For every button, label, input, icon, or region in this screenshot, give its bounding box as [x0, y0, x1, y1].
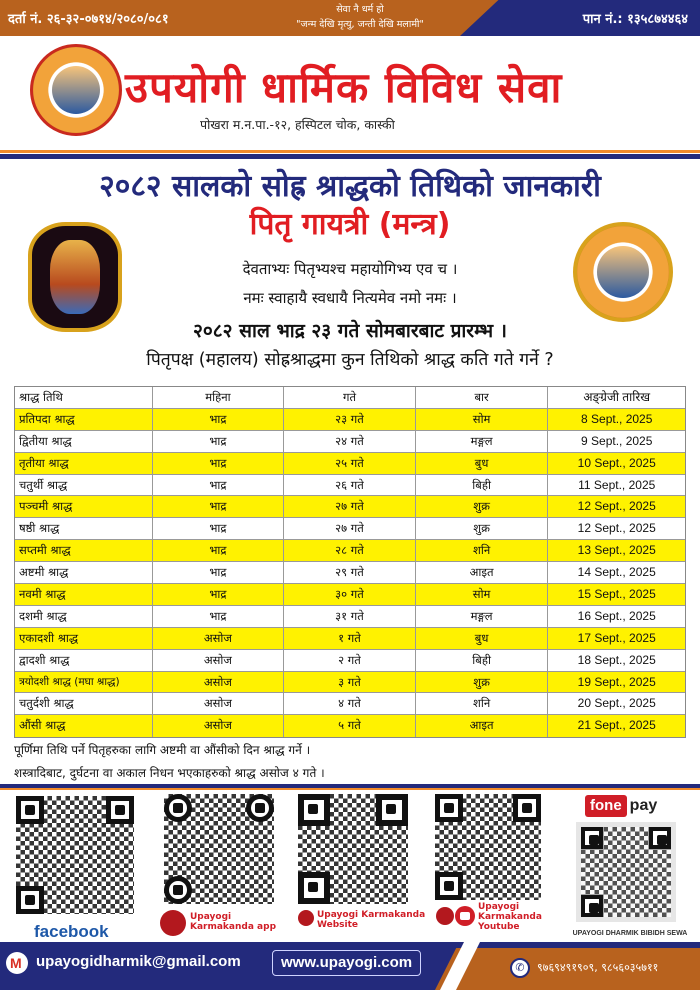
day-cell: आइत [416, 715, 549, 737]
gate-cell: २६ गते [284, 475, 416, 496]
qr-finder [164, 794, 192, 822]
day-cell: सोम [416, 584, 549, 605]
english-date-cell: 16 Sept., 2025 [577, 608, 656, 623]
english-date-cell: 12 Sept., 2025 [577, 521, 656, 536]
english-date-cell: 11 Sept., 2025 [578, 477, 656, 492]
day-cell: बुध [416, 453, 549, 474]
karmakanda-logo-icon [298, 910, 314, 926]
column-header: श्राद्ध तिथि [15, 387, 153, 408]
label-line: Website [317, 920, 359, 930]
qr-finder [106, 796, 134, 824]
day-cell: शनि [416, 540, 549, 561]
english-date-cell: 15 Sept., 2025 [577, 587, 656, 602]
gate-cell: २९ गते [284, 562, 416, 583]
registration-number: दर्ता नं. २६-३२-०७१४/२०८०/०८१ [8, 12, 169, 27]
english-date-cell: 13 Sept., 2025 [577, 543, 656, 558]
month-cell: भाद्र [153, 540, 285, 561]
top-bar [0, 0, 700, 36]
fonepay-fone: fone [585, 795, 627, 817]
gate-cell: ३० गते [284, 584, 416, 605]
gate-cell: ५ गते [284, 715, 416, 737]
pan-number: पान नं.: १३५८७४४६४ [582, 12, 688, 27]
youtube-qr-code[interactable] [435, 794, 541, 900]
facebook-label[interactable]: facebook [34, 922, 109, 941]
app-qr-label [190, 912, 276, 932]
month-cell: भाद्र [153, 518, 285, 539]
gate-cell: २७ गते [284, 496, 416, 517]
karmakanda-logo-icon [160, 910, 186, 936]
fonepay-pay: pay [629, 797, 658, 814]
day-cell: शुक्र [416, 672, 549, 693]
month-cell: भाद्र [153, 431, 285, 452]
tithi-cell: औंसी श्राद्ध [15, 715, 153, 737]
note-accidental-death: शस्त्रादिबाट, दुर्घटना वा अकाल निधन भएकाहरुको श्राद्ध असोज ४ गते । [14, 766, 325, 780]
table-row [15, 715, 685, 737]
column-header: बार [416, 387, 549, 408]
table-row [15, 496, 685, 518]
table-row [15, 606, 685, 628]
start-date-line: २०८२ साल भाद्र २३ गते सोमबारबाट प्रारम्भ । [193, 320, 507, 342]
motto [260, 2, 460, 32]
month-cell: असोज [153, 715, 285, 737]
english-date-cell: 14 Sept., 2025 [577, 565, 656, 580]
qr-finder [16, 886, 44, 914]
qr-finder [649, 827, 671, 849]
english-date-cell: 8 Sept., 2025 [581, 411, 653, 426]
qr-finder [435, 872, 463, 900]
qr-finder [246, 794, 274, 822]
logo-emblem-icon [52, 66, 100, 114]
gate-cell: २ गते [284, 650, 416, 671]
facebook-qr-code[interactable] [16, 796, 134, 914]
gate-cell: २४ गते [284, 431, 416, 452]
english-date-cell: 19 Sept., 2025 [577, 674, 656, 689]
phone-numbers[interactable]: ९७६९४९१९०९, ९८५६०३५७११ [537, 961, 659, 974]
month-cell: भाद्र [153, 606, 285, 627]
shraddha-table [14, 386, 686, 738]
tithi-cell: द्वितीया श्राद्ध [15, 431, 153, 452]
day-cell: बुध [416, 628, 549, 649]
tithi-cell: चतुर्दशी श्राद्ध [15, 693, 153, 714]
gate-cell: ४ गते [284, 693, 416, 714]
footer [0, 942, 700, 990]
motto-line-1: सेवा नै धर्म हो [336, 4, 384, 15]
english-date-cell: 20 Sept., 2025 [577, 696, 656, 711]
qr-finder [164, 876, 192, 904]
english-date-cell: 9 Sept., 2025 [581, 433, 653, 448]
tithi-cell: चतुर्थी श्राद्ध [15, 475, 153, 496]
app-qr-code[interactable] [164, 794, 274, 904]
tithi-cell: एकादशी श्राद्ध [15, 628, 153, 649]
youtube-qr-label [478, 902, 542, 932]
table-row [15, 672, 685, 694]
month-cell: भाद्र [153, 496, 285, 517]
day-cell: मङ्गल [416, 431, 549, 452]
english-date-cell: 10 Sept., 2025 [577, 455, 656, 470]
tithi-cell: नवमी श्राद्ध [15, 584, 153, 605]
gate-cell: ३ गते [284, 672, 416, 693]
mantra-line-2: नमः स्वाहायै स्वधायै नित्यमेव नमो नमः । [243, 289, 457, 307]
table-row [15, 584, 685, 606]
qr-finder [435, 794, 463, 822]
day-cell: शुक्र [416, 496, 549, 517]
column-header: गते [284, 387, 416, 408]
phone-icon: ✆ [510, 958, 530, 978]
english-date-cell: 17 Sept., 2025 [577, 630, 656, 645]
table-row [15, 409, 685, 431]
gmail-icon [6, 952, 28, 974]
tithi-cell: द्वादशी श्राद्ध [15, 650, 153, 671]
tithi-cell: तृतीया श्राद्ध [15, 453, 153, 474]
table-row [15, 453, 685, 475]
fonepay-qr-code[interactable] [576, 822, 676, 922]
month-cell: भाद्र [153, 453, 285, 474]
tithi-cell: सप्तमी श्राद्ध [15, 540, 153, 561]
org-logo [30, 44, 122, 136]
divider [0, 788, 700, 790]
month-cell: भाद्र [153, 409, 285, 430]
month-cell: असोज [153, 650, 285, 671]
website-qr-label [317, 910, 425, 930]
gate-cell: २३ गते [284, 409, 416, 430]
table-row [15, 628, 685, 650]
label-line: Upayogi [190, 912, 232, 922]
website-link[interactable]: www.upayogi.com [272, 950, 421, 976]
table-row [15, 693, 685, 715]
month-cell: असोज [153, 672, 285, 693]
question-line: पितृपक्ष (महालय) सोह्रश्राद्धमा कुन तिथिको श्राद्ध कति गते गर्ने ? [146, 350, 554, 370]
notice-subtitle: पितृ गायत्री (मन्त्र) [249, 207, 451, 242]
month-cell: असोज [153, 628, 285, 649]
gmail-glyph: M [10, 955, 22, 971]
fonepay-caption: UPAYOGI DHARMIK BIBIDH SEWA [572, 930, 688, 937]
month-cell: भाद्र [153, 475, 285, 496]
month-cell: भाद्र [153, 584, 285, 605]
table-header-row [15, 387, 685, 409]
day-cell: बिही [416, 475, 549, 496]
tithi-cell: प्रतिपदा श्राद्ध [15, 409, 153, 430]
qr-finder [581, 827, 603, 849]
tithi-cell: अष्टमी श्राद्ध [15, 562, 153, 583]
gate-cell: २५ गते [284, 453, 416, 474]
day-cell: शनि [416, 693, 549, 714]
qr-finder [581, 895, 603, 917]
day-cell: सोम [416, 409, 549, 430]
qr-finder [298, 872, 330, 904]
org-name: उपयोगी धार्मिक विविध सेवा [125, 63, 563, 112]
english-date-cell: 18 Sept., 2025 [577, 652, 656, 667]
fonepay-logo [585, 794, 657, 818]
tithi-cell: त्रयोदशी श्राद्ध (मघा श्राद्ध) [15, 672, 153, 693]
column-header: अङ्ग्रेजी तारिख [583, 390, 651, 404]
website-qr-code[interactable] [298, 794, 408, 904]
month-cell: असोज [153, 693, 285, 714]
day-cell: आइत [416, 562, 549, 583]
tithi-cell: दशमी श्राद्ध [15, 606, 153, 627]
label-line: Upayogi Karmakanda [317, 910, 426, 920]
qr-finder [376, 794, 408, 826]
note-purnima: पूर्णिमा तिथि पर्ने पितृहरुका लागि अष्टमी वा औंसीको दिन श्राद्ध गर्ने । [14, 743, 311, 757]
table-row [15, 475, 685, 497]
divider [0, 154, 700, 159]
label-line: Karmakanda app [190, 922, 277, 932]
qr-finder [513, 794, 541, 822]
tithi-cell: पञ्चमी श्राद्ध [15, 496, 153, 517]
table-row [15, 431, 685, 453]
karmakanda-logo-icon [436, 907, 454, 925]
month-cell: भाद्र [153, 562, 285, 583]
gate-cell: ३१ गते [284, 606, 416, 627]
label-line: Upayogi [478, 902, 520, 912]
notice-title: २०८२ सालको सोह्र श्राद्धको तिथिको जानकारी [99, 169, 601, 204]
column-header: महिना [153, 387, 285, 408]
day-cell: शुक्र [416, 518, 549, 539]
english-date-cell: 12 Sept., 2025 [577, 499, 656, 514]
day-cell: बिही [416, 650, 549, 671]
table-row [15, 540, 685, 562]
label-line: Karmakanda [478, 912, 542, 922]
mantra-line-1: देवताभ्यः पितृभ्यश्च महायोगिभ्य एव च । [242, 260, 458, 278]
gate-cell: १ गते [284, 628, 416, 649]
table-row [15, 562, 685, 584]
day-cell: मङ्गल [416, 606, 549, 627]
motto-line-2: "जन्म देखि मृत्यु, जन्ती देखि मलामी" [296, 19, 424, 30]
tithi-cell: षष्ठी श्राद्ध [15, 518, 153, 539]
qr-finder [16, 796, 44, 824]
gate-cell: २८ गते [284, 540, 416, 561]
divider [0, 150, 700, 153]
youtube-icon [455, 906, 475, 926]
email-link[interactable]: upayogidharmik@gmail.com [36, 953, 241, 970]
org-address: पोखरा म.न.पा.-१२, हस्पिटल चोक, कास्की [200, 117, 395, 132]
english-date-cell: 21 Sept., 2025 [577, 718, 656, 733]
gate-cell: २७ गते [284, 518, 416, 539]
table-row [15, 518, 685, 540]
table-row [15, 650, 685, 672]
label-line: Youtube [478, 922, 520, 932]
qr-finder [298, 794, 330, 826]
